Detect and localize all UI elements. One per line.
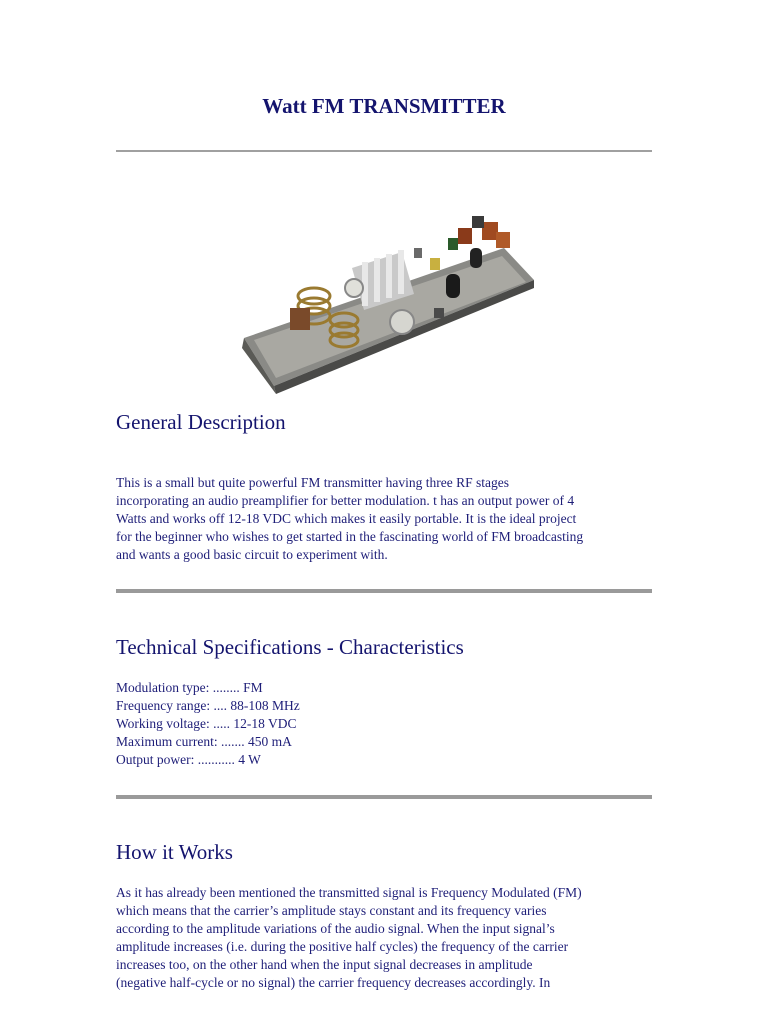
spec-item: Working voltage: ..... 12-18 VDC <box>116 716 297 731</box>
title-divider <box>116 150 652 152</box>
spec-list <box>116 679 300 769</box>
transmitter-board-photo <box>234 208 536 394</box>
general-description-text <box>116 474 656 564</box>
technical-specifications-heading: Technical Specifications - Characteristics <box>116 635 464 659</box>
text-line: As it has already been mentioned the transmitted signal is Frequency Modulated (FM) <box>116 885 582 900</box>
page-title: Watt FM TRANSMITTER <box>262 94 506 118</box>
text-line: amplitude increases (i.e. during the positive half cycles) the frequency of the carrier <box>116 939 569 954</box>
spec-item: Modulation type: ........ FM <box>116 680 263 695</box>
text-line: This is a small but quite powerful FM transmitter having three RF stages <box>116 475 509 490</box>
text-line: increases too, on the other hand when the input signal decreases in amplitude <box>116 957 533 972</box>
text-line: (negative half-cycle or no signal) the carrier frequency decreases accordingly. In <box>116 975 551 990</box>
how-it-works-text <box>116 884 656 992</box>
general-description-heading: General Description <box>116 410 286 434</box>
text-line: incorporating an audio preamplifier for better modulation. t has an output power of 4 <box>116 493 575 508</box>
spec-item: Maximum current: ....... 450 mA <box>116 734 292 749</box>
how-it-works-heading: How it Works <box>116 840 233 864</box>
text-line: Watts and works off 12-18 VDC which makes it easily portable. It is the ideal project <box>116 511 577 526</box>
text-line: which means that the carrier’s amplitude stays constant and its frequency varies <box>116 903 547 918</box>
text-line: according to the amplitude variations of the audio signal. When the input signal’s <box>116 921 555 936</box>
spec-item: Output power: ........... 4 W <box>116 752 261 767</box>
section-divider <box>116 795 652 799</box>
text-line: for the beginner who wishes to get started in the fascinating world of FM broadcasting <box>116 529 584 544</box>
spec-item: Frequency range: .... 88-108 MHz <box>116 698 300 713</box>
section-divider <box>116 589 652 593</box>
text-line: and wants a good basic circuit to experiment with. <box>116 547 388 562</box>
